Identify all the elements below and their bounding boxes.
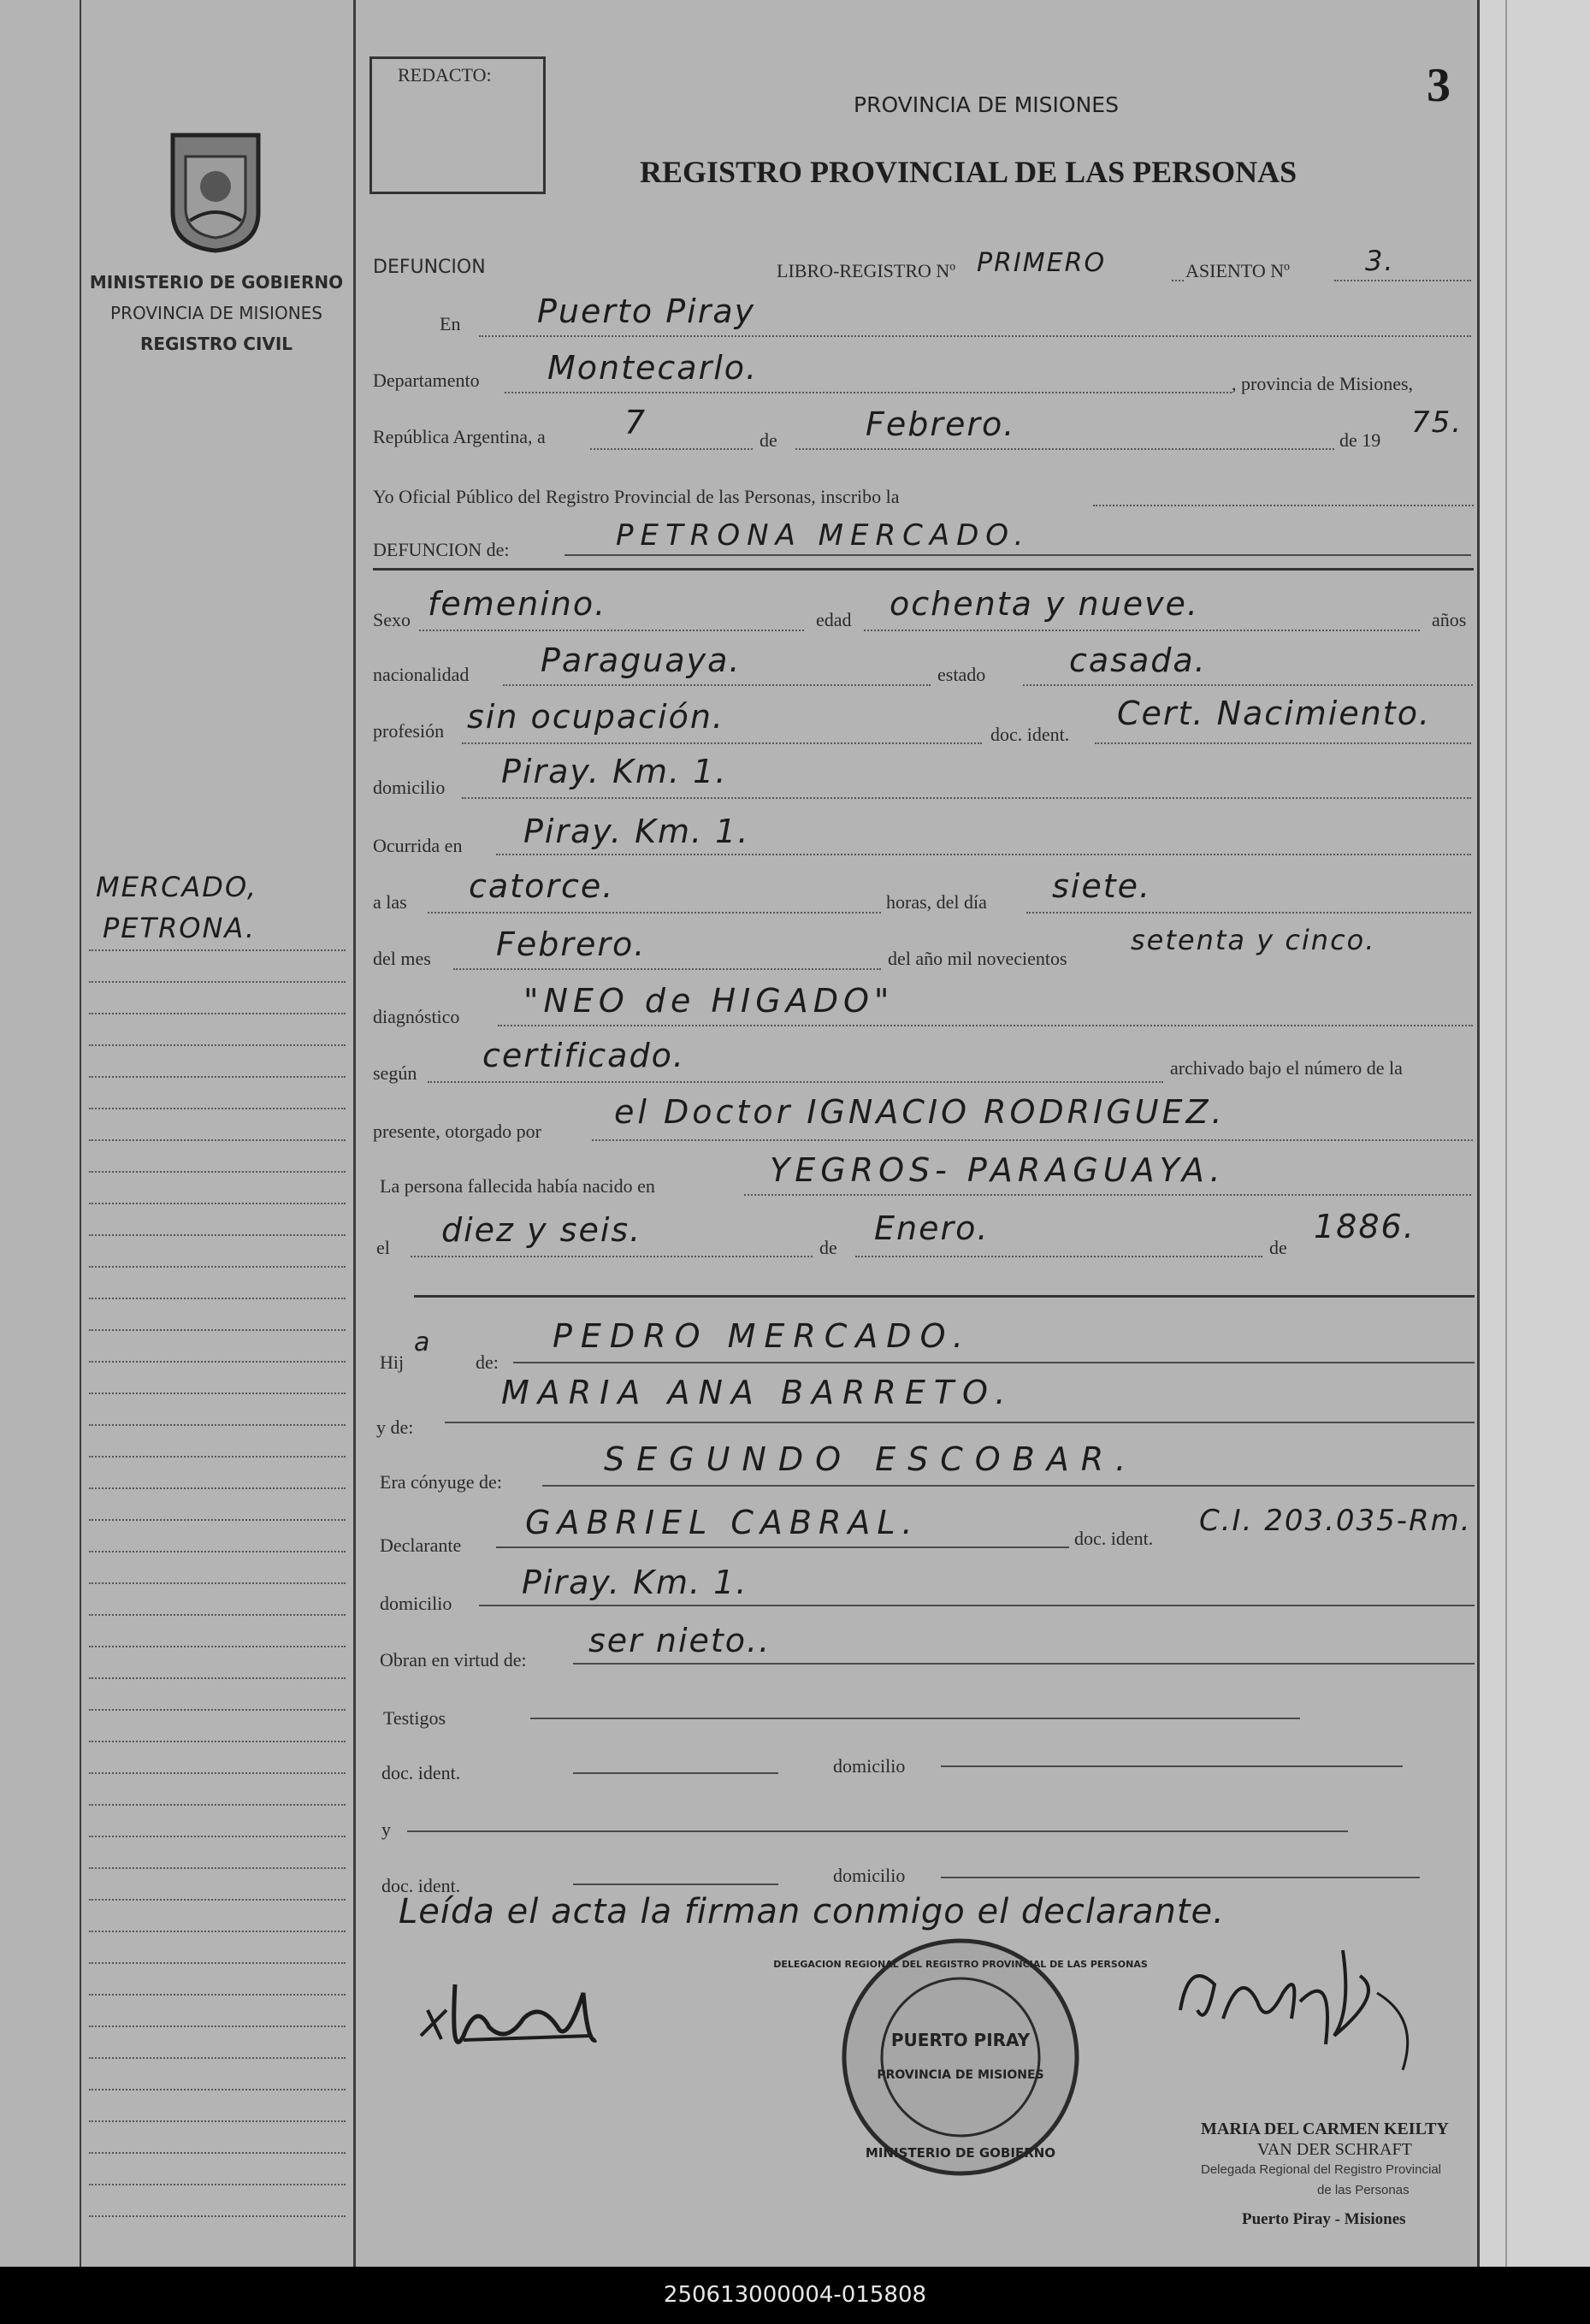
segun-label: según [373,1062,417,1084]
sidebar-ruled-line [89,1834,346,1837]
libro-value: PRIMERO [977,248,1107,278]
sidebar-ruled-line [89,1707,346,1711]
sidebar-ruled-line [89,1201,346,1204]
defuncion-de-label: DEFUNCION de: [373,539,510,560]
sidebar-ruled-line [89,1581,346,1584]
domicilio-value: Piray. Km. 1. [501,753,728,790]
provincia-heading: PROVINCIA DE MISIONES [854,92,1119,117]
redacto-label: REDACTO: [398,64,492,86]
del-mes-label: del mes [373,948,431,969]
y-label: y [381,1818,391,1840]
departamento-label: Departamento [373,370,480,391]
el-dots [411,1254,813,1257]
republica-label: República Argentina, a [373,426,546,447]
declarante-line [496,1546,1069,1548]
madre-value: MARIA ANA BARRETO. [501,1374,1014,1411]
ano-value: 75. [1411,405,1463,440]
ocurrida-en-value: Piray. Km. 1. [523,813,750,850]
presente-dots [592,1138,1473,1141]
en-label: En [440,313,461,334]
sidebar-ruled-line [89,2150,346,2154]
domicilio-dots [462,795,1471,799]
sidebar-border [353,0,356,2267]
era-conyuge-label: Era cónyuge de: [380,1471,502,1493]
stamp-bottom-text: MINISTERIO DE GOBIERNO [865,2145,1056,2161]
nacionalidad-label: nacionalidad [373,664,470,685]
officer-title2: de las Personas [1317,2183,1410,2197]
officer-signature-icon [1163,1942,1437,2079]
asiento-label: ASIENTO Nº [1185,260,1290,281]
departamento-dots [505,390,1232,393]
doc-ident-label-4: doc. ident. [381,1875,461,1896]
sidebar-ruled-line [89,979,346,983]
diagnostico-value: "NEO de HIGADO" [523,982,895,1020]
sidebar-ruled-line [89,1391,346,1394]
domicilio-line-2 [479,1605,1475,1606]
footer-bar [0,2267,1590,2324]
segun-value: certificado. [482,1037,685,1074]
obran-value: ser nieto.. [588,1622,771,1659]
hij-suffix: a [414,1328,432,1357]
sidebar-ruled-line [89,1074,346,1078]
sidebar-ruled-line [89,2087,346,2090]
ocurrida-dots [496,852,1471,855]
lugar-value: Puerto Piray [537,293,756,330]
declarante-value: GABRIEL CABRAL. [525,1504,919,1541]
nombre-value: PETRONA MERCADO. [616,518,1031,553]
dia-dots-2 [1026,910,1471,914]
conyuge-line [542,1485,1475,1487]
profesion-value: sin ocupación. [467,698,725,736]
diagnostico-label: diagnóstico [373,1006,460,1027]
domicilio-label-4: domicilio [833,1865,906,1886]
document-id: 250613000004-015808 [663,2282,927,2308]
sidebar-ruled-line [89,2214,346,2217]
provincia-misiones-label: , provincia de Misiones, [1232,373,1414,394]
obran-label: Obran en virtud de: [380,1649,527,1671]
margin-note-line2: PETRONA. [103,912,257,944]
sidebar-ruled-line [89,2024,346,2027]
de-label-2: de [819,1237,837,1258]
a-las-dots [428,910,881,914]
sexo-dots [419,628,804,631]
anos-label: años [1432,609,1467,630]
libro-registro-label: LIBRO-REGISTRO Nº [777,260,956,281]
page-edge [1480,0,1590,2267]
doc-ident-label-3: doc. ident. [381,1762,461,1783]
yo-oficial-dots [1093,503,1474,506]
province-seal-icon [156,127,275,255]
testigo2-line [407,1830,1348,1832]
estado-label: estado [937,664,986,685]
nacimiento-mes-value: Enero. [874,1209,990,1247]
leida-value: Leída el acta la firman conmigo el declarante. [399,1892,1225,1931]
sidebar-ruled-line [89,1328,346,1331]
segun-dots [428,1079,1163,1083]
ministry-line2: PROVINCIA DE MISIONES [110,303,322,323]
sidebar-ruled-line [89,948,346,951]
sidebar-ruled-line [89,1011,346,1014]
doc-ident-label-1: doc. ident. [990,724,1070,745]
ano-muerte-value: setenta y cinco. [1131,924,1376,956]
y-de-label: y de: [376,1416,414,1438]
dia-dots [590,446,753,450]
officer-name: MARIA DEL CARMEN KEILTY [1201,2120,1449,2138]
hora-value: catorce. [469,867,615,905]
sidebar-ruled-line [89,1897,346,1901]
sidebar-ruled-line [89,1296,346,1299]
sidebar-ruled-line [89,1644,346,1647]
sidebar-ruled-line [89,1169,346,1173]
obran-line [573,1663,1475,1665]
stamp-inner-bottom: PROVINCIA DE MISIONES [877,2068,1044,2082]
sidebar-ruled-line [89,1676,346,1679]
doc-ident-label-2: doc. ident. [1074,1528,1154,1549]
sidebar-ruled-line [89,2182,346,2185]
padre-line [513,1362,1475,1363]
sidebar-ruled-line [89,1612,346,1616]
mes-dots [795,446,1334,450]
page-edge-line [1505,0,1507,2267]
sidebar-ruled-line [89,1106,346,1109]
official-stamp-icon [773,1933,1148,2181]
defuncion-label: DEFUNCION [373,257,486,278]
testigo-dom-line-1 [941,1765,1403,1767]
nacido-dots [744,1192,1471,1196]
sidebar-ruled-line [89,1138,346,1141]
mes-value: Febrero. [866,405,1016,443]
testigos-line [530,1718,1300,1719]
edad-label: edad [816,609,852,630]
domicilio-label-3: domicilio [833,1755,906,1777]
profesion-dots [462,741,982,744]
dia-muerte-value: siete. [1052,867,1152,905]
testigo-doc-line-2 [573,1883,778,1885]
otorgado-por-value: el Doctor IGNACIO RODRIGUEZ. [614,1093,1226,1131]
conyuge-value: SEGUNDO ESCOBAR. [604,1440,1138,1478]
el-label: el [376,1237,390,1258]
sidebar-ruled-line [89,1929,346,1932]
ministry-line1: MINISTERIO DE GOBIERNO [89,272,344,293]
sidebar-ruled-line [89,1739,346,1742]
redacto-box [369,56,546,194]
diagnostico-dots [498,1023,1473,1026]
sidebar-ruled-line [89,1454,346,1458]
sidebar-ruled-line [89,1233,346,1236]
sidebar-ruled-line [89,2055,346,2059]
section-divider-2 [414,1295,1475,1298]
hij-de-label: de: [476,1351,499,1373]
a-las-label: a las [373,891,407,913]
de-label-3: de [1269,1237,1287,1258]
doc-ident-value: Cert. Nacimiento. [1117,695,1432,732]
officer-place: Puerto Piray - Misiones [1242,2210,1406,2228]
nacionalidad-dots [503,683,931,686]
presente-label: presente, otorgado por [373,1121,541,1142]
de-19-label: de 19 [1339,429,1381,451]
registro-heading: REGISTRO PROVINCIAL DE LAS PERSONAS [640,155,1297,189]
sidebar-ruled-line [89,1264,346,1268]
del-ano-label: del año mil novecientos [888,948,1067,969]
sidebar-ruled-line [89,1043,346,1046]
sidebar-ruled-line [89,1486,346,1489]
dia-value: 7 [624,404,647,441]
section-divider-1 [373,568,1474,571]
departamento-value: Montecarlo. [547,349,759,387]
sidebar-ruled-line [89,1866,346,1869]
domicilio-label-2: domicilio [380,1593,452,1614]
officer-title1: Delegada Regional del Registro Provincial [1201,2162,1441,2177]
margin-note-line1: MERCADO, [96,871,257,903]
padre-value: PEDRO MERCADO. [553,1317,972,1355]
sidebar-ruled-line [89,2119,346,2122]
stamp-inner-top: PUERTO PIRAY [890,2030,1031,2050]
asiento-dots [1334,278,1471,281]
asiento-value: 3. [1365,245,1395,277]
doc-ident-dots [1095,741,1471,744]
sidebar-ruled-line [89,1771,346,1774]
hij-label: Hij [380,1351,405,1373]
nacimiento-ano-value: 1886. [1314,1208,1416,1245]
sidebar-ruled-line [89,1359,346,1363]
estado-value: casada. [1069,642,1207,679]
yo-oficial-label: Yo Oficial Público del Registro Provincial de las Personas, inscribo la [373,486,900,507]
estado-dots [1023,683,1473,686]
declarante-doc-value: C.I. 203.035-Rm. [1199,1504,1472,1538]
ocurrida-en-label: Ocurrida en [373,835,463,856]
madre-line [445,1422,1475,1423]
sidebar-ruled-line [89,1960,346,1964]
del-mes-dots [453,967,881,970]
horas-del-dia-label: horas, del día [886,891,987,913]
left-margin-border [80,0,81,2267]
enero-dots [855,1254,1262,1257]
mes-muerte-value: Febrero. [496,925,647,963]
ministry-line3: REGISTRO CIVIL [139,334,293,354]
de-label-1: de [760,429,777,451]
testigo-dom-line-2 [941,1877,1420,1878]
testigo-doc-line-1 [573,1772,778,1774]
sidebar-ruled-line [89,1992,346,1996]
sidebar-ruled-line [89,1517,346,1521]
sidebar-ruled-line [89,1549,346,1552]
nacionalidad-value: Paraguaya. [541,642,742,679]
sexo-value: femenino. [428,585,607,623]
sidebar-ruled-line [89,1802,346,1806]
nacido-en-value: YEGROS- PARAGUAYA. [770,1151,1226,1189]
en-dots [479,334,1471,337]
page-number: 3 [1427,59,1451,112]
declarant-signature-icon [412,1967,609,2070]
testigos-label: Testigos [383,1707,446,1729]
declarante-domicilio-value: Piray. Km. 1. [522,1564,748,1601]
archivado-label: archivado bajo el número de la [1170,1057,1403,1079]
sexo-label: Sexo [373,609,411,630]
persona-fallecida-label: La persona fallecida había nacido en [380,1175,655,1197]
edad-value: ochenta y nueve. [890,585,1200,623]
stamp-outer-text: DELEGACION REGIONAL DEL REGISTRO PROVINCIAL DE LAS PERSONAS [773,1959,1148,1970]
profesion-label: profesión [373,720,445,742]
defuncion-line [564,554,1471,556]
nacimiento-dia-value: diez y seis. [441,1211,642,1249]
officer-name2: VAN DER SCHRAFT [1257,2140,1412,2159]
libro-dots [1172,278,1184,281]
edad-dots [864,628,1420,631]
declarante-label: Declarante [380,1535,462,1556]
domicilio-label-1: domicilio [373,777,446,798]
sidebar-ruled-line [89,1422,346,1426]
